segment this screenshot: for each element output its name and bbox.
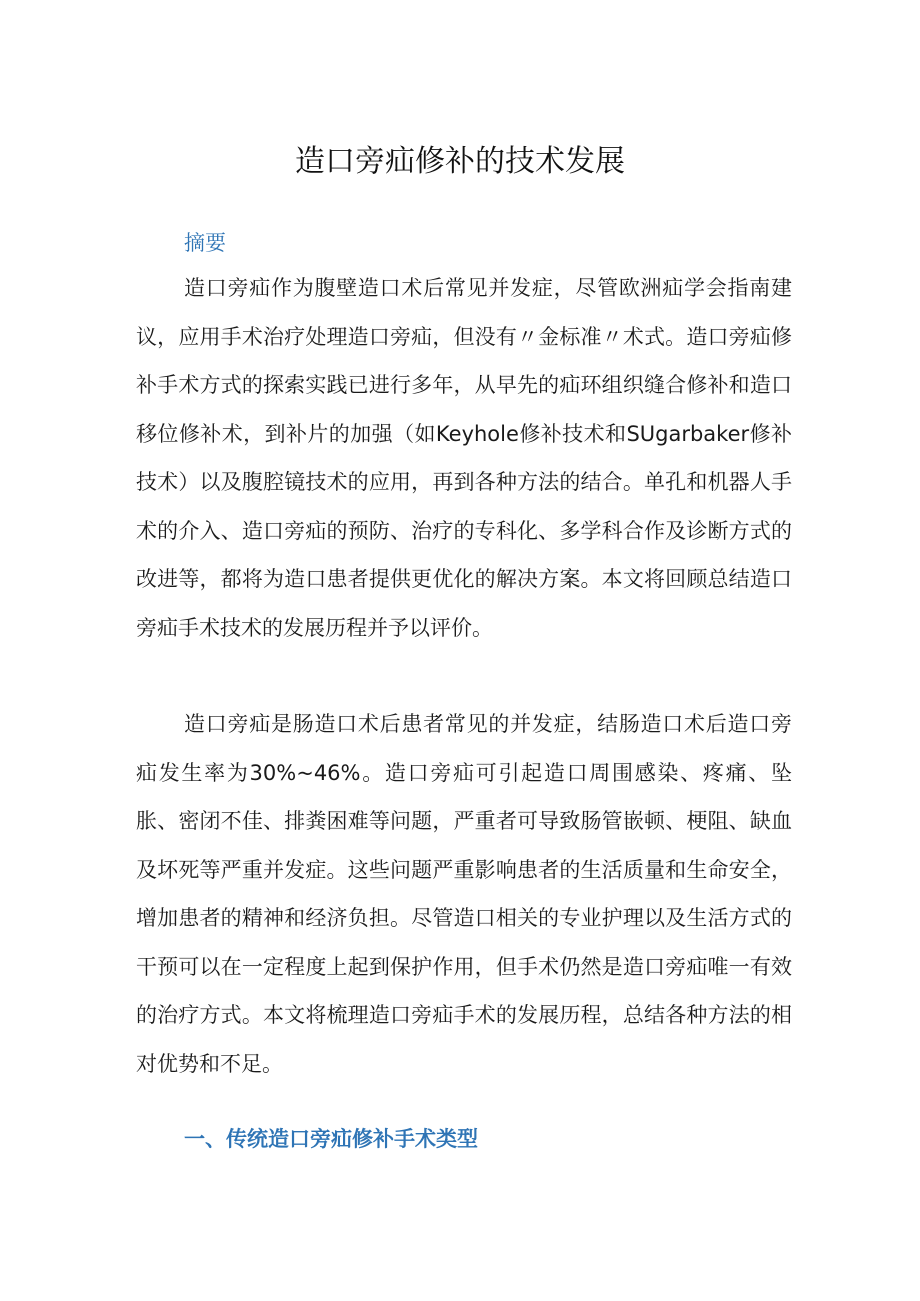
section-heading: 一、传统造口旁疝修补手术类型 xyxy=(184,1127,478,1151)
abstract-paragraph: 造口旁疝作为腹壁造口术后常见并发症，尽管欧洲疝学会指南建议，应用手术治疗处理造口旁疝，但没有〃金标准〃术式。造口旁疝修补手术方式的探索实践已进行多年，从早先的疝环组织缝合修补和造口移位修补术，到补片的加强（如Keyhole修补技术和SUgarbaker修补技术）以及腹腔镜技术的应用，再到各种方法的结合。单孔和机器人手术的介入、造口旁疝的预防、治疗的专科化、多学科合作及诊断方式的改进等，都将为造口患者提供更优化的解决方案。本文将回顾总结造口旁疝手术技术的发展历程并予以评价。 xyxy=(136,276,792,640)
abstract-heading: 摘要 xyxy=(184,231,226,255)
document-title: 造口旁疝修补的技术发展 xyxy=(295,144,625,179)
body-paragraph: 造口旁疝是肠造口术后患者常见的并发症，结肠造口术后造口旁疝发生率为30%~46%。造口旁疝可引起造口周围感染、疼痛、坠胀、密闭不佳、排粪困难等问题，严重者可导致肠管嵌顿、梗阻、缺血及坏死等严重并发症。这些问题严重影响患者的生活质量和生命安全，增加患者的精神和经济负担。尽管造口相关的专业护理以及生活方式的干预可以在一定程度上起到保护作用，但手术仍然是造口旁疝唯一有效的治疗方式。本文将梳理造口旁疝手术的发展历程，总结各种方法的相对优势和不足。 xyxy=(136,712,792,1076)
